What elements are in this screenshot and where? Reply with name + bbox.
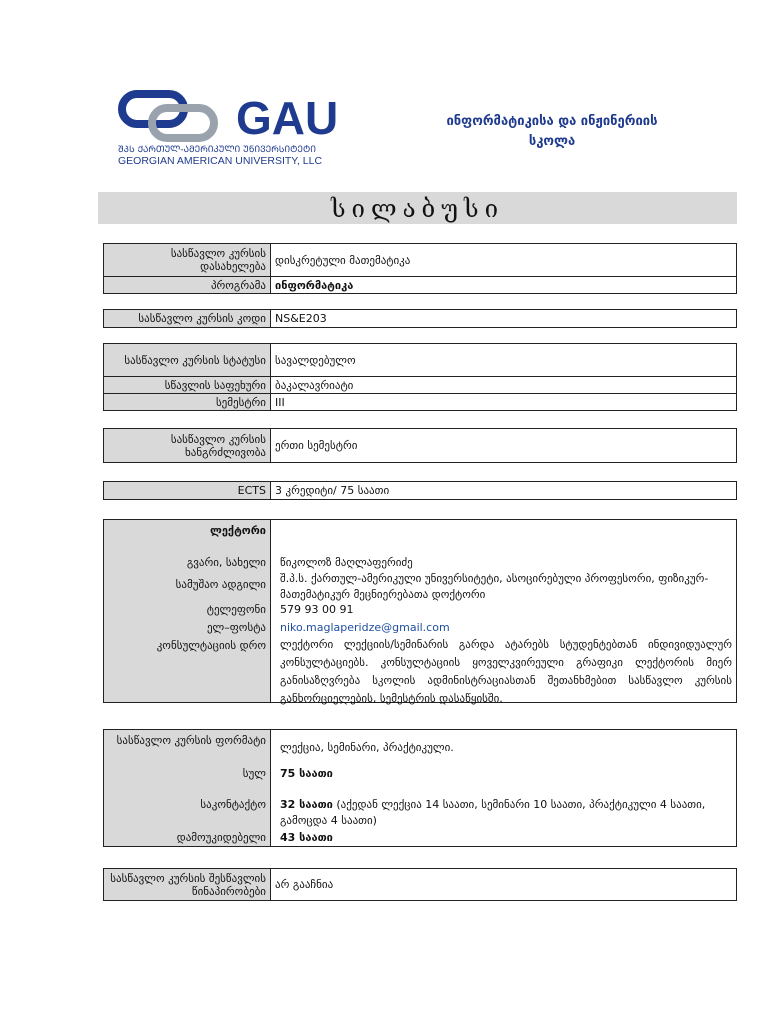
lecturer-name-value: წიკოლოზ მაღლაფერიძე bbox=[280, 556, 413, 569]
course-code-table bbox=[103, 309, 737, 328]
contact-hours-detail: (აქედან ლექცია 14 საათი, სემინარი 10 საათი, პრაქტიკული 4 საათი, გამოცდა 4 საათი) bbox=[280, 798, 706, 827]
course-code-value: NS&E203 bbox=[271, 310, 737, 328]
course-format-block bbox=[103, 729, 737, 847]
course-code-label: სასწავლო კურსის კოდი bbox=[104, 310, 271, 328]
independent-hours-label: დამოუკიდებელი bbox=[176, 831, 266, 844]
prerequisites-label: სასწავლო კურსის შესწავლის წინაპირობები bbox=[104, 869, 271, 901]
consultation-value: ლექტორი ლექციის/სემინარის გარდა ატარებს სტუდენტებთან ინდივიდუალურ კონსულტაციებს. კონსულტაციის ყოველკვირეული გრაფიკი ლექტორის მიერ განისაზღვრება სკოლის ადმინისტრაციასთან შეთანხმებით სასწავლო კურსის განხორციელების, სემესტრის დასაწყისში. bbox=[280, 638, 732, 705]
course-status-value: სავალდებულო bbox=[271, 344, 737, 377]
prerequisites-value: არ გააჩნია bbox=[271, 869, 737, 901]
ects-label: ECTS bbox=[104, 482, 271, 500]
course-status-label: სასწავლო კურსის სტატუსი bbox=[104, 344, 271, 377]
phone-label: ტელეფონი bbox=[206, 603, 266, 616]
course-name-label: სასწავლო კურსის დასახელება bbox=[104, 244, 271, 277]
program-label: პროგრამა bbox=[104, 277, 271, 294]
course-duration-table bbox=[103, 428, 737, 463]
prerequisites-table bbox=[103, 868, 737, 901]
ects-value: 3 კრედიტი/ 75 საათი bbox=[271, 482, 737, 500]
logo-text: GAU bbox=[236, 92, 339, 144]
total-hours-value: 75 საათი bbox=[280, 767, 333, 780]
lecturer-heading: ლექტორი bbox=[210, 524, 266, 537]
semester-value: III bbox=[271, 394, 737, 411]
course-duration-value: ერთი სემესტრი bbox=[271, 429, 737, 463]
logo-subtitle-ka: ᲨᲞᲡ ᲥᲐᲠᲗᲣᲚ-ᲐᲛᲔᲠᲘᲙᲣᲚᲘ ᲣᲜᲘᲕᲔᲠᲡᲘᲢᲔᲢᲘ bbox=[118, 145, 317, 155]
contact-hours-bold: 32 საათი bbox=[280, 798, 333, 811]
total-hours-label: სულ bbox=[242, 767, 266, 780]
course-format-value: ლექცია, სემინარი, პრაქტიკული. bbox=[280, 741, 454, 754]
email-label: ელ–ფოსტა bbox=[206, 621, 266, 634]
course-name-table bbox=[103, 243, 737, 294]
workplace-label: სამუშაო ადგილი bbox=[175, 578, 266, 591]
semester-label: სემესტრი bbox=[104, 394, 271, 411]
phone-value: 579 93 00 91 bbox=[280, 603, 354, 616]
independent-hours-value: 43 საათი bbox=[280, 831, 333, 844]
study-level-value: ბაკალავრიატი bbox=[271, 377, 737, 394]
school-name bbox=[432, 112, 672, 152]
logo-subtitle-en: GEORGIAN AMERICAN UNIVERSITY, LLC bbox=[118, 155, 323, 167]
email-link[interactable]: niko.maglaperidze@gmail.com bbox=[280, 621, 450, 634]
school-line-2: სკოლა bbox=[528, 134, 576, 149]
contact-hours-label: საკონტაქტო bbox=[200, 798, 266, 811]
gau-logo bbox=[118, 88, 378, 168]
lecturer-block bbox=[103, 519, 737, 703]
course-duration-label: სასწავლო კურსის ხანგრძლივობა bbox=[104, 429, 271, 463]
page-title: სილაბუსი bbox=[98, 192, 737, 224]
study-level-label: სწავლის საფეხური bbox=[104, 377, 271, 394]
consultation-label: კონსულტაციის დრო bbox=[156, 639, 266, 652]
course-format-label: სასწავლო კურსის ფორმატი bbox=[116, 734, 266, 747]
chain-link-icon bbox=[122, 94, 214, 138]
lecturer-name-label: გვარი, სახელი bbox=[186, 556, 266, 569]
program-value: ინფორმატიკა bbox=[271, 277, 737, 294]
school-line-1: ინფორმატიკისა და ინჟინერიის bbox=[446, 114, 658, 129]
course-name-value: დისკრეტული მათემატიკა bbox=[271, 244, 737, 277]
ects-table bbox=[103, 481, 737, 500]
course-status-table bbox=[103, 343, 737, 411]
workplace-value: შ.პ.ს. ქართულ-ამერიკული უნივერსიტეტი, ასოცირებული პროფესორი, ფიზიკურ-მათემატიკურ მეცნიერებათა დოქტორი bbox=[280, 572, 709, 601]
contact-hours-value bbox=[280, 797, 730, 829]
